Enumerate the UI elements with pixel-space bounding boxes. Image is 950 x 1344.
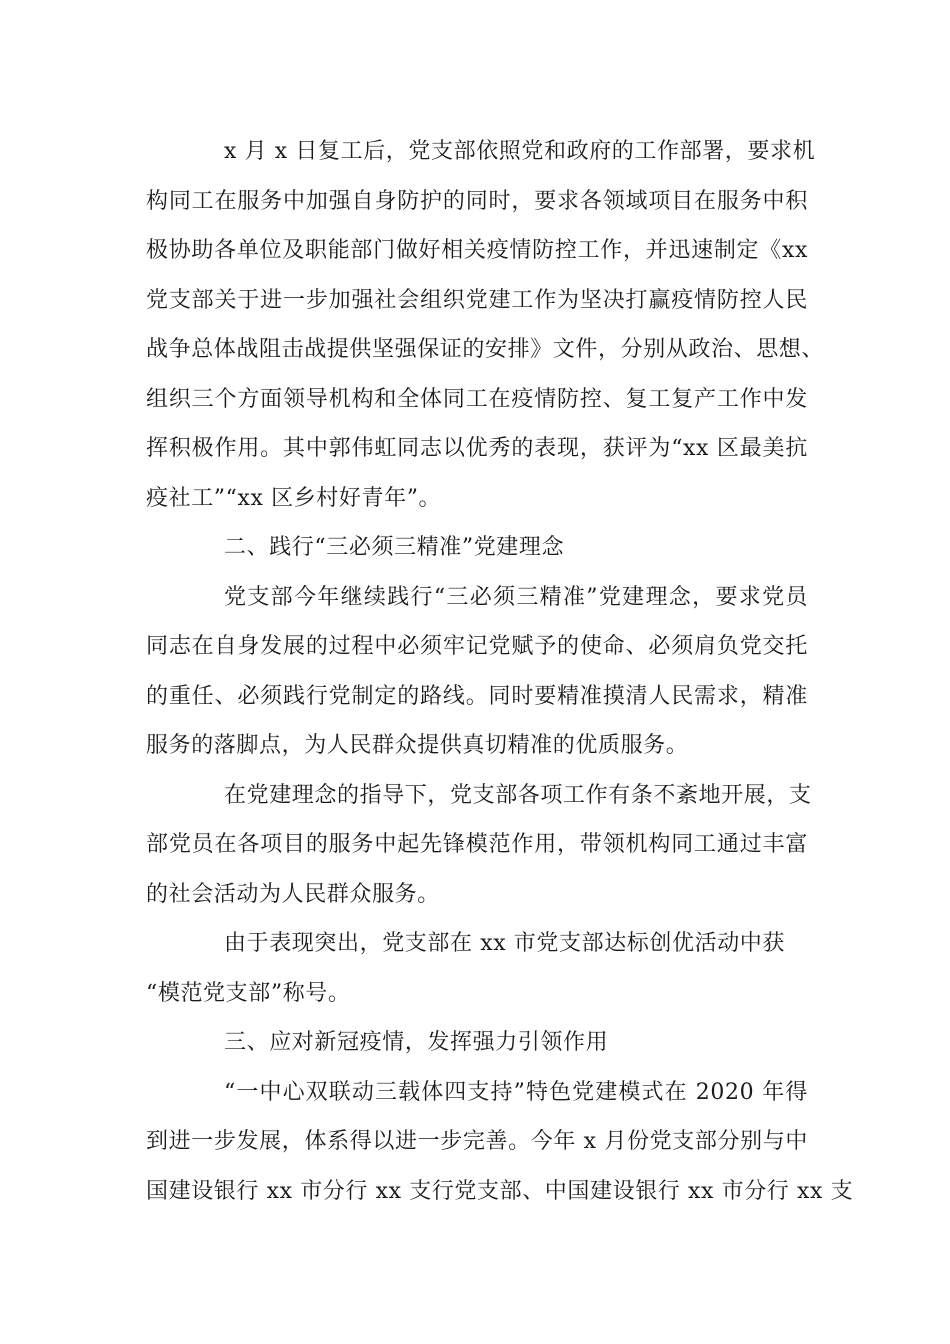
text-line: 部党员在各项目的服务中起先锋模范作用，带领机构同工通过丰富 [146, 832, 808, 857]
text-line: 组织三个方面领导机构和全体同工在疫情防控、复工复产工作中发 [146, 386, 808, 412]
text-line: 由于表现突出，党支部在 xx 市党支部达标创优活动中获 [224, 931, 786, 956]
text-line: 党支部今年继续践行“三必须三精准”党建理念，要求党员 [224, 584, 808, 610]
text-line: 的重任、必须践行党制定的路线。同时要精准摸清人民需求，精准 [146, 683, 808, 709]
text-line: 同志在自身发展的过程中必须牢记党赋予的使命、必须肩负党交托 [146, 634, 808, 659]
document-body [146, 127, 854, 1216]
text-line: 极协助各单位及职能部门做好相关疫情防控工作，并迅速制定《xx [146, 238, 808, 263]
paragraph-model [146, 1068, 854, 1217]
paragraph-guidance [146, 771, 812, 920]
paragraph-award [146, 919, 808, 1018]
text-line: 到进一步发展，体系得以进一步完善。今年 x 月份党支部分别与中 [146, 1129, 808, 1154]
text-line: 在党建理念的指导下，党支部各项工作有条不紊地开展，支 [224, 782, 812, 808]
heading-line: 二、践行“三必须三精准”党建理念 [224, 535, 565, 560]
text-line: 党支部关于进一步加强社会组织党建工作为坚决打赢疫情防控人民 [146, 287, 808, 313]
section-heading-2 [146, 523, 808, 573]
text-line: 的社会活动为人民群众服务。 [146, 881, 440, 907]
text-line: 服务的落脚点，为人民群众提供真切精准的优质服务。 [146, 733, 689, 758]
text-line: x 月 x 日复工后，党支部依照党和政府的工作部署，要求机 [224, 139, 816, 164]
heading-line: 三、应对新冠疫情，发挥强力引领作用 [224, 1030, 609, 1055]
text-line: 挥积极作用。其中郭伟虹同志以优秀的表现，获评为“xx 区最美抗 [146, 436, 808, 461]
text-line: 疫社工”“xx 区乡村好青年”。 [146, 485, 442, 511]
text-line: 战争总体战阻击战提供坚强保证的安排》文件，分别从政治、思想、 [146, 337, 825, 362]
text-line: “一中心双联动三载体四支持”特色党建模式在 2020 年得 [224, 1079, 808, 1105]
section-heading-3 [146, 1018, 808, 1068]
text-line: “模范党支部”称号。 [146, 980, 351, 1006]
paragraph-reopening-work [146, 127, 825, 523]
paragraph-party-concept [146, 573, 808, 771]
text-line: 国建设银行 xx 市分行 xx 支行党支部、中国建设银行 xx 市分行 xx 支 [146, 1178, 854, 1204]
text-line: 构同工在服务中加强自身防护的同时，要求各领域项目在服务中积 [146, 188, 808, 214]
